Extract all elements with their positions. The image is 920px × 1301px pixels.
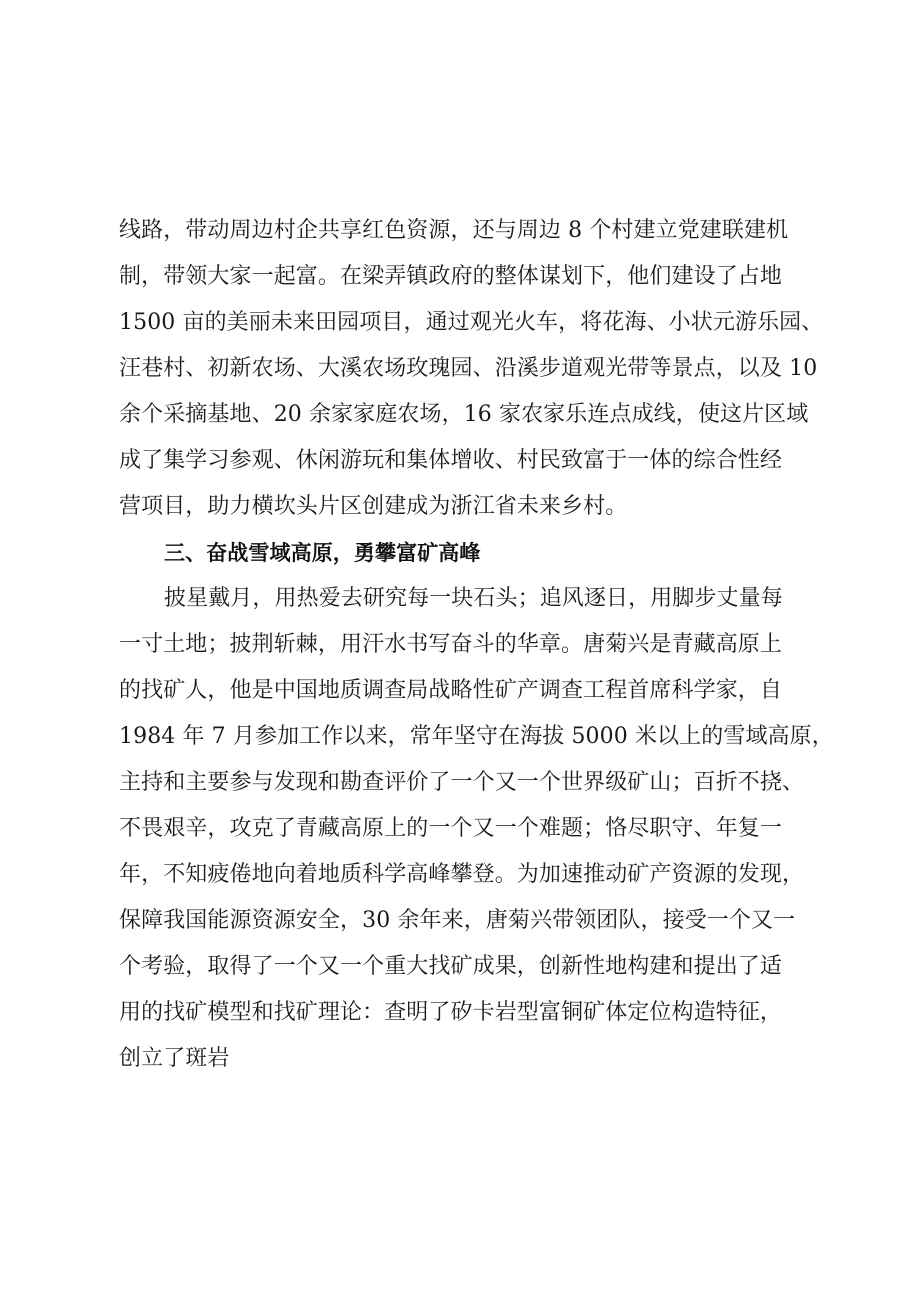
- paragraph-1-line-7: 营项目，助力横坎头片区创建成为浙江省未来乡村。: [119, 494, 628, 519]
- paragraph-2-line-5: 主持和主要参与发现和勘查评价了一个又一个世界级矿山；百折不挠、: [119, 770, 805, 795]
- paragraph-1-line-2: 制，带领大家一起富。在梁弄镇政府的整体谋划下，他们建设了占地: [119, 264, 783, 289]
- paragraph-2-line-9: 个考验，取得了一个又一个重大找矿成果，创新性地构建和提出了适: [119, 954, 783, 979]
- paragraph-2-line-1: 披星戴月，用热爱去研究每一块石头；追风逐日，用脚步丈量每: [164, 586, 783, 611]
- paragraph-1-line-6: 成了集学习参观、休闲游玩和集体增收、村民致富于一体的综合性经: [119, 448, 783, 473]
- paragraph-1-line-1: 线路，带动周边村企共享红色资源，还与周边 8 个村建立党建联建机: [119, 218, 789, 243]
- paragraph-1-line-5: 余个采摘基地、20 余家家庭农场，16 家农家乐连点成线，使这片区域: [119, 402, 809, 427]
- section-heading: 三、奋战雪域高原，勇攀富矿高峰: [164, 541, 481, 565]
- paragraph-2-line-11: 创立了斑岩: [119, 1046, 230, 1071]
- paragraph-2-line-6: 不畏艰辛，攻克了青藏高原上的一个又一个难题；恪尽职守、年复一: [119, 816, 783, 841]
- paragraph-2-line-3: 的找矿人，他是中国地质调查局战略性矿产调查工程首席科学家，自: [119, 678, 783, 703]
- paragraph-1-line-4: 汪巷村、初新农场、大溪农场玫瑰园、沿溪步道观光带等景点，以及 10: [119, 356, 818, 381]
- paragraph-2-line-8: 保障我国能源资源安全，30 余年来，唐菊兴带领团队，接受一个又一: [119, 908, 796, 933]
- paragraph-2-line-4: 1984 年 7 月参加工作以来，常年坚守在海拔 5000 米以上的雪域高原，: [119, 724, 834, 749]
- paragraph-1-line-3: 1500 亩的美丽未来田园项目，通过观光火车，将花海、小状元游乐园、: [119, 310, 824, 335]
- paragraph-2-line-2: 一寸土地；披荆斩棘，用汗水书写奋斗的华章。唐菊兴是青藏高原上: [119, 632, 783, 657]
- paragraph-2-line-10: 用的找矿模型和找矿理论：查明了矽卡岩型富铜矿体定位构造特征，: [119, 1000, 783, 1025]
- paragraph-2-line-7: 年，不知疲倦地向着地质科学高峰攀登。为加速推动矿产资源的发现，: [119, 862, 805, 887]
